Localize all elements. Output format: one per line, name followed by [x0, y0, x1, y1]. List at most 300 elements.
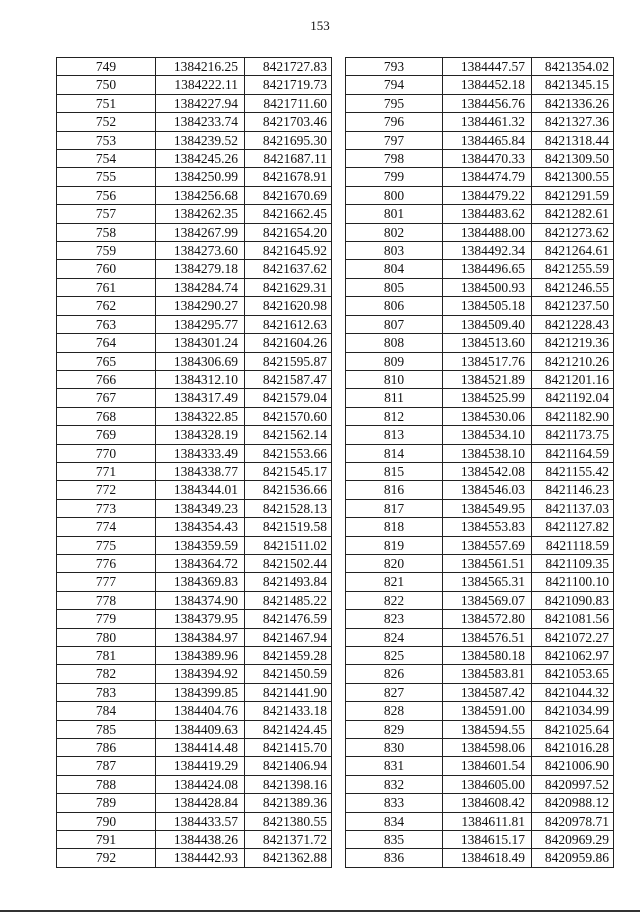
x-coordinate-cell: 1384492.34: [443, 242, 532, 260]
x-coordinate-cell: 1384322.85: [156, 407, 245, 425]
y-coordinate-cell: 8421336.26: [532, 94, 614, 112]
table-row: [346, 76, 614, 94]
y-coordinate-cell: 8421545.17: [245, 462, 332, 480]
point-number-cell: 833: [346, 794, 443, 812]
table-row: [57, 720, 332, 738]
point-number-cell: 822: [346, 591, 443, 609]
table-row: [57, 775, 332, 793]
table-row: [57, 94, 332, 112]
x-coordinate-cell: 1384312.10: [156, 370, 245, 388]
point-number-cell: 820: [346, 554, 443, 572]
x-coordinate-cell: 1384557.69: [443, 536, 532, 554]
point-number-cell: 813: [346, 426, 443, 444]
y-coordinate-cell: 8421118.59: [532, 536, 614, 554]
x-coordinate-cell: 1384227.94: [156, 94, 245, 112]
y-coordinate-cell: 8421182.90: [532, 407, 614, 425]
table-row: [57, 223, 332, 241]
table-row: [346, 518, 614, 536]
y-coordinate-cell: 8421327.36: [532, 113, 614, 131]
y-coordinate-cell: 8421318.44: [532, 131, 614, 149]
y-coordinate-cell: 8421164.59: [532, 444, 614, 462]
table-row: [57, 260, 332, 278]
point-number-cell: 791: [57, 831, 156, 849]
x-coordinate-cell: 1384262.35: [156, 205, 245, 223]
x-coordinate-cell: 1384525.99: [443, 389, 532, 407]
x-coordinate-cell: 1384404.76: [156, 702, 245, 720]
table-row: [57, 794, 332, 812]
x-coordinate-cell: 1384354.43: [156, 518, 245, 536]
point-number-cell: 784: [57, 702, 156, 720]
x-coordinate-cell: 1384615.17: [443, 831, 532, 849]
x-coordinate-cell: 1384306.69: [156, 352, 245, 370]
y-coordinate-cell: 8421006.90: [532, 757, 614, 775]
point-number-cell: 802: [346, 223, 443, 241]
y-coordinate-cell: 8421282.61: [532, 205, 614, 223]
x-coordinate-cell: 1384618.49: [443, 849, 532, 867]
x-coordinate-cell: 1384572.80: [443, 610, 532, 628]
table-row: [346, 58, 614, 76]
y-coordinate-cell: 8421719.73: [245, 76, 332, 94]
table-row: [57, 58, 332, 76]
table-row: [57, 481, 332, 499]
table-row: [346, 536, 614, 554]
x-coordinate-cell: 1384538.10: [443, 444, 532, 462]
y-coordinate-cell: 8421090.83: [532, 591, 614, 609]
y-coordinate-cell: 8421654.20: [245, 223, 332, 241]
coordinates-table-right-body: [346, 58, 614, 868]
page-bottom-edge: [0, 910, 640, 912]
point-number-cell: 808: [346, 334, 443, 352]
point-number-cell: 794: [346, 76, 443, 94]
y-coordinate-cell: 8421703.46: [245, 113, 332, 131]
x-coordinate-cell: 1384374.90: [156, 591, 245, 609]
table-row: [57, 647, 332, 665]
table-row: [57, 554, 332, 572]
x-coordinate-cell: 1384496.65: [443, 260, 532, 278]
point-number-cell: 796: [346, 113, 443, 131]
y-coordinate-cell: 8421493.84: [245, 573, 332, 591]
y-coordinate-cell: 8421528.13: [245, 499, 332, 517]
x-coordinate-cell: 1384273.60: [156, 242, 245, 260]
x-coordinate-cell: 1384546.03: [443, 481, 532, 499]
y-coordinate-cell: 8421072.27: [532, 628, 614, 646]
point-number-cell: 760: [57, 260, 156, 278]
x-coordinate-cell: 1384239.52: [156, 131, 245, 149]
point-number-cell: 777: [57, 573, 156, 591]
y-coordinate-cell: 8421406.94: [245, 757, 332, 775]
point-number-cell: 812: [346, 407, 443, 425]
point-number-cell: 783: [57, 683, 156, 701]
x-coordinate-cell: 1384338.77: [156, 462, 245, 480]
point-number-cell: 785: [57, 720, 156, 738]
x-coordinate-cell: 1384465.84: [443, 131, 532, 149]
table-row: [346, 150, 614, 168]
x-coordinate-cell: 1384517.76: [443, 352, 532, 370]
x-coordinate-cell: 1384409.63: [156, 720, 245, 738]
point-number-cell: 771: [57, 462, 156, 480]
y-coordinate-cell: 8421450.59: [245, 665, 332, 683]
x-coordinate-cell: 1384505.18: [443, 297, 532, 315]
table-row: [57, 610, 332, 628]
x-coordinate-cell: 1384379.95: [156, 610, 245, 628]
y-coordinate-cell: 8421562.14: [245, 426, 332, 444]
point-number-cell: 761: [57, 278, 156, 296]
point-number-cell: 781: [57, 647, 156, 665]
x-coordinate-cell: 1384233.74: [156, 113, 245, 131]
y-coordinate-cell: 8421044.32: [532, 683, 614, 701]
point-number-cell: 823: [346, 610, 443, 628]
table-row: [346, 297, 614, 315]
y-coordinate-cell: 8421579.04: [245, 389, 332, 407]
point-number-cell: 835: [346, 831, 443, 849]
y-coordinate-cell: 8421645.92: [245, 242, 332, 260]
x-coordinate-cell: 1384279.18: [156, 260, 245, 278]
table-row: [57, 297, 332, 315]
table-row: [57, 168, 332, 186]
point-number-cell: 778: [57, 591, 156, 609]
point-number-cell: 793: [346, 58, 443, 76]
y-coordinate-cell: 8421415.70: [245, 739, 332, 757]
table-row: [57, 426, 332, 444]
y-coordinate-cell: 8421670.69: [245, 186, 332, 204]
table-row: [346, 205, 614, 223]
point-number-cell: 762: [57, 297, 156, 315]
x-coordinate-cell: 1384301.24: [156, 334, 245, 352]
table-row: [57, 499, 332, 517]
y-coordinate-cell: 8421155.42: [532, 462, 614, 480]
table-row: [346, 481, 614, 499]
x-coordinate-cell: 1384333.49: [156, 444, 245, 462]
x-coordinate-cell: 1384267.99: [156, 223, 245, 241]
point-number-cell: 828: [346, 702, 443, 720]
point-number-cell: 818: [346, 518, 443, 536]
table-row: [57, 757, 332, 775]
y-coordinate-cell: 8421612.63: [245, 315, 332, 333]
x-coordinate-cell: 1384295.77: [156, 315, 245, 333]
table-row: [346, 720, 614, 738]
table-row: [57, 113, 332, 131]
y-coordinate-cell: 8421502.44: [245, 554, 332, 572]
table-row: [57, 536, 332, 554]
y-coordinate-cell: 8421264.61: [532, 242, 614, 260]
y-coordinate-cell: 8421025.64: [532, 720, 614, 738]
x-coordinate-cell: 1384424.08: [156, 775, 245, 793]
x-coordinate-cell: 1384461.32: [443, 113, 532, 131]
x-coordinate-cell: 1384587.42: [443, 683, 532, 701]
x-coordinate-cell: 1384290.27: [156, 297, 245, 315]
table-row: [346, 610, 614, 628]
point-number-cell: 816: [346, 481, 443, 499]
x-coordinate-cell: 1384447.57: [443, 58, 532, 76]
point-number-cell: 766: [57, 370, 156, 388]
table-row: [57, 76, 332, 94]
table-row: [57, 315, 332, 333]
y-coordinate-cell: 8421570.60: [245, 407, 332, 425]
table-row: [57, 334, 332, 352]
point-number-cell: 831: [346, 757, 443, 775]
table-row: [57, 150, 332, 168]
y-coordinate-cell: 8421711.60: [245, 94, 332, 112]
point-number-cell: 815: [346, 462, 443, 480]
x-coordinate-cell: 1384488.00: [443, 223, 532, 241]
x-coordinate-cell: 1384598.06: [443, 739, 532, 757]
x-coordinate-cell: 1384509.40: [443, 315, 532, 333]
y-coordinate-cell: 8420978.71: [532, 812, 614, 830]
table-row: [57, 205, 332, 223]
x-coordinate-cell: 1384608.42: [443, 794, 532, 812]
point-number-cell: 786: [57, 739, 156, 757]
point-number-cell: 769: [57, 426, 156, 444]
x-coordinate-cell: 1384561.51: [443, 554, 532, 572]
table-row: [346, 554, 614, 572]
point-number-cell: 795: [346, 94, 443, 112]
point-number-cell: 774: [57, 518, 156, 536]
point-number-cell: 826: [346, 665, 443, 683]
y-coordinate-cell: 8421727.83: [245, 58, 332, 76]
y-coordinate-cell: 8421398.16: [245, 775, 332, 793]
x-coordinate-cell: 1384364.72: [156, 554, 245, 572]
point-number-cell: 817: [346, 499, 443, 517]
x-coordinate-cell: 1384470.33: [443, 150, 532, 168]
table-row: [346, 775, 614, 793]
table-row: [346, 426, 614, 444]
point-number-cell: 800: [346, 186, 443, 204]
y-coordinate-cell: 8421146.23: [532, 481, 614, 499]
y-coordinate-cell: 8420959.86: [532, 849, 614, 867]
y-coordinate-cell: 8421595.87: [245, 352, 332, 370]
y-coordinate-cell: 8421678.91: [245, 168, 332, 186]
y-coordinate-cell: 8421380.55: [245, 812, 332, 830]
y-coordinate-cell: 8421053.65: [532, 665, 614, 683]
point-number-cell: 829: [346, 720, 443, 738]
table-row: [57, 352, 332, 370]
table-row: [346, 462, 614, 480]
point-number-cell: 797: [346, 131, 443, 149]
y-coordinate-cell: 8421662.45: [245, 205, 332, 223]
y-coordinate-cell: 8421228.43: [532, 315, 614, 333]
table-row: [57, 370, 332, 388]
table-row: [57, 702, 332, 720]
x-coordinate-cell: 1384452.18: [443, 76, 532, 94]
x-coordinate-cell: 1384419.29: [156, 757, 245, 775]
table-row: [346, 407, 614, 425]
x-coordinate-cell: 1384580.18: [443, 647, 532, 665]
point-number-cell: 768: [57, 407, 156, 425]
point-number-cell: 810: [346, 370, 443, 388]
y-coordinate-cell: 8421219.36: [532, 334, 614, 352]
coordinates-table-right: [345, 57, 614, 868]
table-row: [346, 628, 614, 646]
table-row: [57, 186, 332, 204]
x-coordinate-cell: 1384245.26: [156, 150, 245, 168]
point-number-cell: 790: [57, 812, 156, 830]
table-row: [346, 370, 614, 388]
table-row: [57, 444, 332, 462]
table-row: [57, 812, 332, 830]
y-coordinate-cell: 8421553.66: [245, 444, 332, 462]
point-number-cell: 773: [57, 499, 156, 517]
point-number-cell: 809: [346, 352, 443, 370]
x-coordinate-cell: 1384344.01: [156, 481, 245, 499]
x-coordinate-cell: 1384222.11: [156, 76, 245, 94]
y-coordinate-cell: 8421210.26: [532, 352, 614, 370]
x-coordinate-cell: 1384250.99: [156, 168, 245, 186]
x-coordinate-cell: 1384605.00: [443, 775, 532, 793]
table-row: [346, 223, 614, 241]
y-coordinate-cell: 8421687.11: [245, 150, 332, 168]
x-coordinate-cell: 1384433.57: [156, 812, 245, 830]
table-row: [57, 831, 332, 849]
y-coordinate-cell: 8421424.45: [245, 720, 332, 738]
x-coordinate-cell: 1384349.23: [156, 499, 245, 517]
point-number-cell: 792: [57, 849, 156, 867]
point-number-cell: 755: [57, 168, 156, 186]
x-coordinate-cell: 1384553.83: [443, 518, 532, 536]
table-row: [346, 794, 614, 812]
point-number-cell: 814: [346, 444, 443, 462]
table-row: [346, 131, 614, 149]
point-number-cell: 776: [57, 554, 156, 572]
point-number-cell: 821: [346, 573, 443, 591]
y-coordinate-cell: 8421109.35: [532, 554, 614, 572]
table-row: [346, 831, 614, 849]
table-row: [57, 665, 332, 683]
y-coordinate-cell: 8421273.62: [532, 223, 614, 241]
y-coordinate-cell: 8421291.59: [532, 186, 614, 204]
point-number-cell: 834: [346, 812, 443, 830]
point-number-cell: 772: [57, 481, 156, 499]
point-number-cell: 775: [57, 536, 156, 554]
table-row: [346, 573, 614, 591]
y-coordinate-cell: 8421127.82: [532, 518, 614, 536]
point-number-cell: 750: [57, 76, 156, 94]
table-row: [346, 168, 614, 186]
y-coordinate-cell: 8421300.55: [532, 168, 614, 186]
x-coordinate-cell: 1384500.93: [443, 278, 532, 296]
x-coordinate-cell: 1384513.60: [443, 334, 532, 352]
x-coordinate-cell: 1384474.79: [443, 168, 532, 186]
table-row: [346, 94, 614, 112]
y-coordinate-cell: 8421016.28: [532, 739, 614, 757]
y-coordinate-cell: 8420997.52: [532, 775, 614, 793]
table-row: [57, 462, 332, 480]
table-row: [346, 278, 614, 296]
y-coordinate-cell: 8421441.90: [245, 683, 332, 701]
y-coordinate-cell: 8421587.47: [245, 370, 332, 388]
y-coordinate-cell: 8421034.99: [532, 702, 614, 720]
point-number-cell: 827: [346, 683, 443, 701]
y-coordinate-cell: 8421620.98: [245, 297, 332, 315]
y-coordinate-cell: 8421309.50: [532, 150, 614, 168]
x-coordinate-cell: 1384530.06: [443, 407, 532, 425]
x-coordinate-cell: 1384483.62: [443, 205, 532, 223]
point-number-cell: 757: [57, 205, 156, 223]
x-coordinate-cell: 1384428.84: [156, 794, 245, 812]
y-coordinate-cell: 8421511.02: [245, 536, 332, 554]
coordinates-table-left-body: [57, 58, 332, 868]
x-coordinate-cell: 1384594.55: [443, 720, 532, 738]
point-number-cell: 798: [346, 150, 443, 168]
point-number-cell: 758: [57, 223, 156, 241]
table-row: [57, 407, 332, 425]
x-coordinate-cell: 1384601.54: [443, 757, 532, 775]
table-row: [346, 499, 614, 517]
x-coordinate-cell: 1384521.89: [443, 370, 532, 388]
x-coordinate-cell: 1384549.95: [443, 499, 532, 517]
y-coordinate-cell: 8421629.31: [245, 278, 332, 296]
x-coordinate-cell: 1384438.26: [156, 831, 245, 849]
table-row: [346, 352, 614, 370]
x-coordinate-cell: 1384284.74: [156, 278, 245, 296]
x-coordinate-cell: 1384384.97: [156, 628, 245, 646]
x-coordinate-cell: 1384328.19: [156, 426, 245, 444]
x-coordinate-cell: 1384611.81: [443, 812, 532, 830]
table-row: [346, 739, 614, 757]
point-number-cell: 799: [346, 168, 443, 186]
y-coordinate-cell: 8421695.30: [245, 131, 332, 149]
x-coordinate-cell: 1384394.92: [156, 665, 245, 683]
table-row: [346, 665, 614, 683]
point-number-cell: 770: [57, 444, 156, 462]
y-coordinate-cell: 8421371.72: [245, 831, 332, 849]
point-number-cell: 824: [346, 628, 443, 646]
point-number-cell: 801: [346, 205, 443, 223]
y-coordinate-cell: 8421362.88: [245, 849, 332, 867]
y-coordinate-cell: 8421137.03: [532, 499, 614, 517]
point-number-cell: 803: [346, 242, 443, 260]
table-row: [57, 278, 332, 296]
point-number-cell: 779: [57, 610, 156, 628]
y-coordinate-cell: 8421354.02: [532, 58, 614, 76]
y-coordinate-cell: 8421389.36: [245, 794, 332, 812]
point-number-cell: 765: [57, 352, 156, 370]
point-number-cell: 811: [346, 389, 443, 407]
y-coordinate-cell: 8421459.28: [245, 647, 332, 665]
table-row: [57, 739, 332, 757]
x-coordinate-cell: 1384576.51: [443, 628, 532, 646]
table-row: [346, 242, 614, 260]
point-number-cell: 806: [346, 297, 443, 315]
y-coordinate-cell: 8421604.26: [245, 334, 332, 352]
x-coordinate-cell: 1384591.00: [443, 702, 532, 720]
table-row: [57, 242, 332, 260]
point-number-cell: 752: [57, 113, 156, 131]
table-row: [346, 849, 614, 867]
y-coordinate-cell: 8421100.10: [532, 573, 614, 591]
y-coordinate-cell: 8421246.55: [532, 278, 614, 296]
y-coordinate-cell: 8420988.12: [532, 794, 614, 812]
y-coordinate-cell: 8421081.56: [532, 610, 614, 628]
table-row: [57, 849, 332, 867]
y-coordinate-cell: 8421201.16: [532, 370, 614, 388]
x-coordinate-cell: 1384456.76: [443, 94, 532, 112]
y-coordinate-cell: 8421485.22: [245, 591, 332, 609]
table-row: [57, 518, 332, 536]
table-row: [346, 315, 614, 333]
table-row: [346, 591, 614, 609]
table-row: [346, 444, 614, 462]
x-coordinate-cell: 1384442.93: [156, 849, 245, 867]
x-coordinate-cell: 1384534.10: [443, 426, 532, 444]
table-row: [346, 812, 614, 830]
y-coordinate-cell: 8421536.66: [245, 481, 332, 499]
point-number-cell: 751: [57, 94, 156, 112]
table-row: [346, 702, 614, 720]
point-number-cell: 804: [346, 260, 443, 278]
table-row: [57, 389, 332, 407]
table-row: [346, 683, 614, 701]
point-number-cell: 807: [346, 315, 443, 333]
